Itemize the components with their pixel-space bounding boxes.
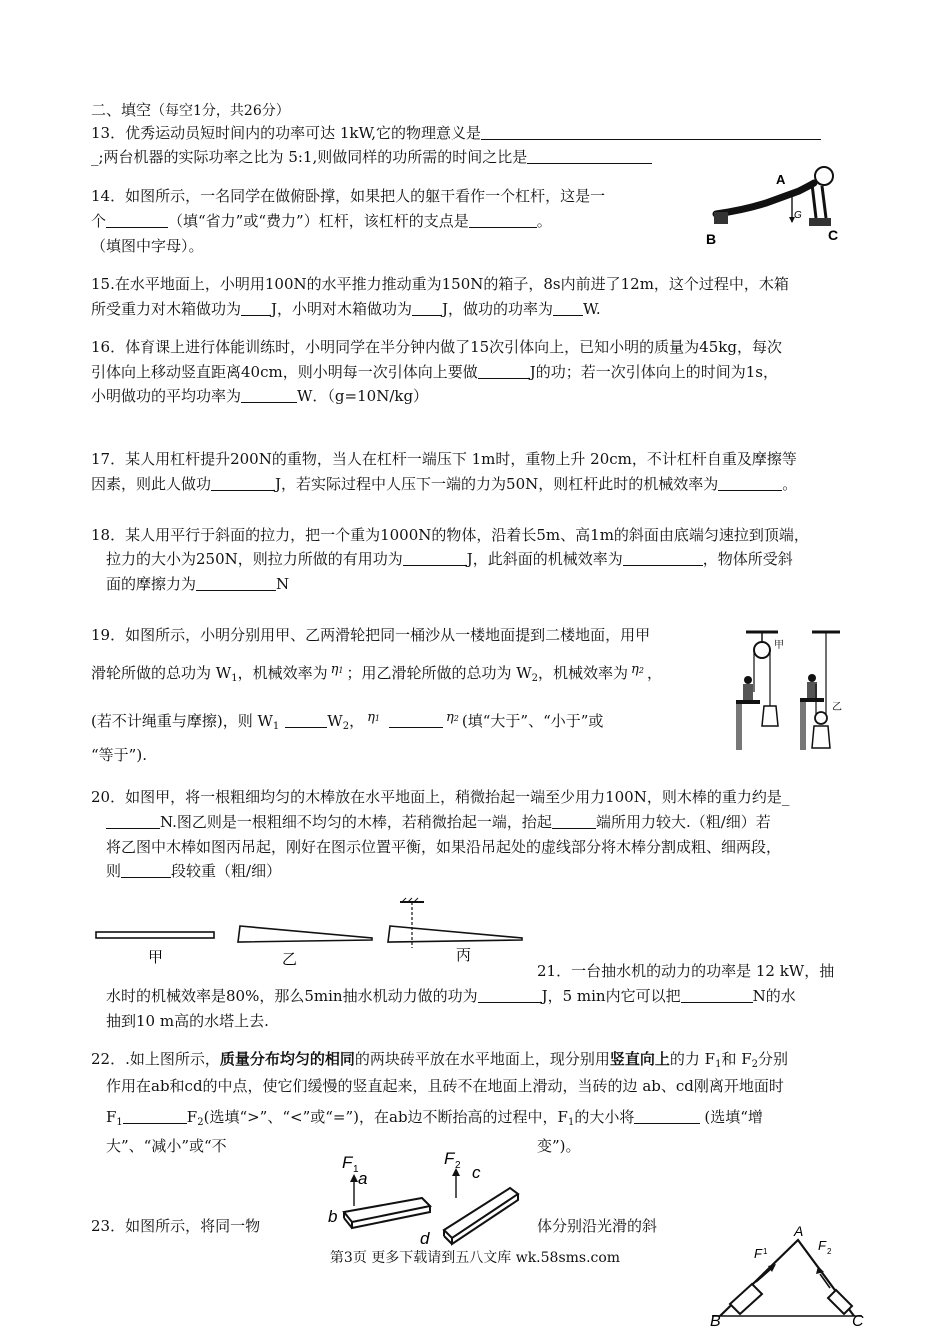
q16-text: J的功；若一次引体向上的时间为1s， [529, 363, 778, 381]
q18-text: 拉力的大小为250N，则拉力所做的有用功为 [106, 550, 403, 568]
q19-text: ，机械效率为 [538, 664, 629, 682]
q14-text: 个 [91, 212, 107, 230]
page-footer: 第3页 更多下载请到五八文库 wk.58sms.com [329, 1250, 621, 1266]
q14-line2 [91, 211, 552, 231]
q22-line3 [106, 1107, 763, 1133]
subscript: 1 [715, 1059, 722, 1070]
q14-text: 14．如图所示，一名同学在做俯卧撑，如果把人的躯干看作一个杠杆，这是一 [91, 187, 606, 205]
section-heading [91, 100, 290, 121]
subscript: 1 [374, 714, 380, 723]
q14-text: 。 [536, 212, 552, 230]
q20-text: 段较重（粗/细） [171, 862, 282, 880]
q18-line3 [106, 574, 289, 594]
q22-line2 [106, 1076, 784, 1096]
q19-text: 滑轮所做的总功为 W [91, 664, 232, 682]
q18-blank-1[interactable] [403, 549, 467, 566]
q13-text: 13．优秀运动员短时间内的功率可达 1kW,它的物理意义是 [91, 124, 482, 142]
subscript: 2 [751, 1059, 759, 1070]
label-b: b [328, 1207, 338, 1226]
q18-text: 18．某人用平行于斜面的拉力，把一个重为1000N的物体，沿着长5m、高1m的斜面由底端匀速拉到顶端， [91, 526, 809, 544]
label-C: C [828, 227, 839, 243]
eta-char: η [367, 710, 375, 725]
q22-text: 变”)。 [537, 1137, 581, 1155]
subscript: 2 [197, 1117, 204, 1128]
label-d: d [420, 1229, 430, 1248]
q20-text: 20．如图甲，将一根粗细均匀的木棒放在水平地面上，稍微抬起一端至少用力100N，则木棒的重力约是_ [91, 788, 790, 806]
q22-line1 [91, 1049, 788, 1075]
q20-text: 端所用力较大.（粗/细）若 [595, 813, 771, 831]
label-yi: 乙 [282, 951, 298, 968]
q20-line2 [106, 812, 771, 832]
incline-figure [706, 1223, 866, 1330]
q21-blank-2[interactable] [681, 986, 753, 1003]
subscript: 1 [231, 673, 238, 684]
q13-blank-1[interactable] [481, 123, 821, 140]
q14-text: （填“省力”或“费力”）杠杆，该杠杆的支点是 [168, 212, 469, 230]
q18-blank-3[interactable] [196, 574, 276, 591]
q20-blank-2[interactable] [552, 812, 596, 829]
q18-blank-2[interactable] [623, 549, 703, 566]
q22-blank-1[interactable] [123, 1107, 187, 1124]
q14-blank-2[interactable] [469, 211, 537, 228]
q15-text: J，做功的功率为 [442, 300, 554, 318]
q22-text: F [106, 1108, 117, 1126]
q22-text: 分别 [758, 1050, 789, 1068]
label-F1: F [342, 1153, 353, 1172]
q14-line1 [91, 186, 605, 206]
label-jia: 甲 [148, 949, 164, 966]
q20-blank-3[interactable] [121, 861, 171, 878]
label-F1-sub: 1 [353, 1164, 359, 1175]
q19-line4 [91, 745, 147, 765]
subscript: 2 [342, 721, 350, 732]
q19-text: (若不计绳重与摩擦)，则 W [91, 712, 273, 730]
eta-2-symbol [628, 662, 647, 677]
subscript: 2 [531, 673, 539, 684]
q22-text: 大”、“减小”或“不 [106, 1137, 227, 1155]
q17-blank-2[interactable] [718, 474, 782, 491]
q22-text: 的力 F [669, 1050, 716, 1068]
q15-text: 所受重力对木箱做功为 [91, 300, 242, 318]
q20-text: N.图乙则是一根粗细不均匀的木棒，若稍微抬起一端，抬起 [160, 813, 552, 831]
subscript: 1 [116, 1117, 123, 1128]
q15-text: W. [583, 300, 601, 318]
q16-line2 [91, 362, 778, 382]
q21-blank-1[interactable] [478, 986, 542, 1003]
q19-text: ；用乙滑轮所做的总功为 W [346, 664, 532, 682]
eta-char: η [330, 662, 339, 677]
q15-text: J，小明对木箱做功为 [271, 300, 413, 318]
q21-text: 抽到10 m高的水塔上去. [106, 1012, 269, 1030]
section-title: 二、填空 [91, 101, 152, 119]
q15-blank-3[interactable] [553, 299, 583, 316]
subscript: 2 [453, 714, 459, 723]
label-F2: F [444, 1149, 455, 1168]
q20-text: 则 [106, 862, 122, 880]
label-F1-sub: 1 [763, 1247, 768, 1256]
label-F1: F [754, 1246, 762, 1261]
label-F2: F [818, 1238, 826, 1253]
q21-text: 21．一台抽水机的动力的功率是 12 kW，抽 [537, 962, 835, 980]
q22-line4a [106, 1136, 227, 1156]
eta-2-symbol [443, 710, 462, 725]
q22-text: 的大小将 [574, 1108, 635, 1126]
q17-text: 。 [782, 475, 798, 493]
q13-line2 [91, 147, 652, 167]
q19-blank-1[interactable] [285, 711, 327, 728]
q21-line1 [537, 961, 834, 981]
q21-line3 [106, 1011, 269, 1031]
q22-line4b [537, 1136, 581, 1156]
eta-1-symbol [364, 710, 383, 725]
q19-line3 [91, 708, 603, 737]
q19-text: ， [349, 712, 365, 730]
q18-text: N [276, 575, 290, 593]
q13-line1 [91, 123, 821, 143]
q13-text: _;两台机器的实际功率之比为 5:1,则做同样的功所需的时间之比是 [91, 148, 528, 166]
label-F2-sub: 2 [455, 1160, 461, 1171]
q22-text: (选填“增 [704, 1108, 763, 1126]
section-note: （每空1分，共26分） [151, 103, 290, 119]
q15-blank-2[interactable] [412, 299, 442, 316]
subscript: 1 [338, 666, 344, 675]
q19-blank-2[interactable] [389, 711, 443, 728]
q15-line2 [91, 299, 601, 319]
label-C: C [852, 1313, 864, 1330]
q22-text: 22．.如上图所示， [91, 1050, 220, 1068]
q22-bold-text: 质量分布均匀的相同 [219, 1050, 355, 1068]
q19-line1 [91, 625, 650, 645]
q16-line1 [91, 337, 782, 357]
q21-text: 水时的机械效率是80%，那么5min抽水机动力做的功为 [106, 987, 478, 1005]
q16-text: 引体向上移动竖直距离40cm，则小明每一次引体向上要做 [91, 363, 478, 381]
q18-line1 [91, 525, 809, 545]
q18-text: 面的摩擦力为 [106, 575, 197, 593]
q21-line2 [106, 986, 796, 1006]
q22-text: 作用在ab和cd的中点，使它们缓慢的竖直起来，且砖不在地面上滑动，当砖的边 ab、cd刚离开地面时 [106, 1077, 784, 1095]
q16-blank-2[interactable] [241, 386, 297, 403]
label-jia: 甲 [774, 640, 784, 651]
q22-text: 和 F [721, 1050, 752, 1068]
q20-line4 [106, 861, 281, 881]
q16-text: 16．体育课上进行体能训练时，小明同学在半分钟内做了15次引体向上，已知小明的质量为45kg，每次 [91, 338, 782, 356]
eta-char: η [631, 662, 639, 677]
q23-line1b [537, 1216, 657, 1236]
q14-blank-1[interactable] [106, 211, 168, 228]
eta-char: η [445, 710, 454, 725]
label-a: a [358, 1169, 368, 1188]
q16-text: 小明做功的平均功率为 [91, 387, 242, 405]
q23-line1a [91, 1216, 260, 1236]
q19-text: “等于”). [91, 746, 147, 764]
q22-blank-2[interactable] [634, 1107, 700, 1124]
q18-text: J，此斜面的机械效率为 [466, 550, 623, 568]
q15-text: 15.在水平地面上，小明用100N的水平推力推动重为150N的箱子，8s内前进了12m，这个过程中，木箱 [91, 275, 789, 293]
label-F2-sub: 2 [827, 1247, 832, 1256]
label-A: A [776, 172, 786, 187]
q17-blank-1[interactable] [211, 474, 275, 491]
label-G: G [794, 210, 802, 221]
subscript: 1 [567, 1117, 575, 1128]
q19-line2 [91, 660, 662, 689]
q22-text: 的两块砖平放在水平地面上，现分别用 [354, 1050, 610, 1068]
q17-text: 因素，则此人做功 [91, 475, 212, 493]
eta-1-symbol [328, 662, 347, 677]
q20-blank-1[interactable] [106, 812, 160, 829]
q20-line3 [106, 837, 781, 857]
subscript: 2 [638, 666, 644, 675]
q15-line1 [91, 274, 789, 294]
q17-text: 17．某人用杠杆提升200N的重物，当人在杠杆一端压下 1m时，重物上升 20cm，不计杠杆自重及摩擦等 [91, 450, 797, 468]
pushup-figure [704, 156, 854, 246]
q20-line1 [91, 787, 789, 807]
q19-text: ， [646, 664, 662, 682]
q23-text: 体分别沿光滑的斜 [537, 1217, 658, 1235]
subscript: 1 [272, 721, 280, 732]
label-A: A [794, 1223, 804, 1239]
brick-figure [326, 1150, 526, 1248]
q20-text: 将乙图中木棒如图丙吊起，刚好在图示位置平衡，如果沿吊起处的虚线部分将木棒分割成粗、细两段， [106, 838, 782, 856]
label-bing: 丙 [456, 947, 472, 964]
q22-text: F [186, 1108, 198, 1126]
q14-line3 [91, 236, 204, 256]
label-B: B [706, 231, 717, 247]
pulley-figure [728, 628, 858, 756]
stick-figure [94, 898, 534, 970]
q19-text: 19．如图所示，小明分别用甲、乙两滑轮把同一桶沙从一楼地面提到二楼地面，用甲 [91, 626, 651, 644]
q19-text: (填“大于”、“小于”或 [461, 712, 604, 730]
q23-text: 23．如图所示，将同一物 [91, 1217, 261, 1235]
q22-text: (选填“>”、“<”或“=”)，在ab边不断抬高的过程中，F [203, 1108, 568, 1126]
q21-text: N的水 [752, 987, 796, 1005]
q13-blank-2[interactable] [527, 147, 652, 164]
q19-text: ，机械效率为 [237, 664, 328, 682]
q16-line3 [91, 386, 428, 406]
q16-blank-1[interactable] [478, 362, 530, 379]
q17-text: J，若实际过程中人压下一端的力为50N，则杠杆此时的机械效率为 [275, 475, 719, 493]
q17-line2 [91, 474, 797, 494]
q18-text: ，物体所受斜 [702, 550, 793, 568]
q22-bold-text: 竖直向上 [609, 1050, 670, 1068]
label-yi: 乙 [832, 702, 842, 713]
label-B: B [710, 1313, 721, 1330]
q16-text: W．（g=10N/kg） [297, 387, 429, 405]
q15-blank-1[interactable] [241, 299, 271, 316]
q17-line1 [91, 449, 797, 469]
label-c: c [472, 1163, 481, 1182]
q19-text: W [327, 712, 343, 730]
q18-line2 [106, 549, 793, 569]
q21-text: J，5 min内它可以把 [541, 987, 681, 1005]
q14-text: （填图中字母）。 [91, 237, 204, 255]
